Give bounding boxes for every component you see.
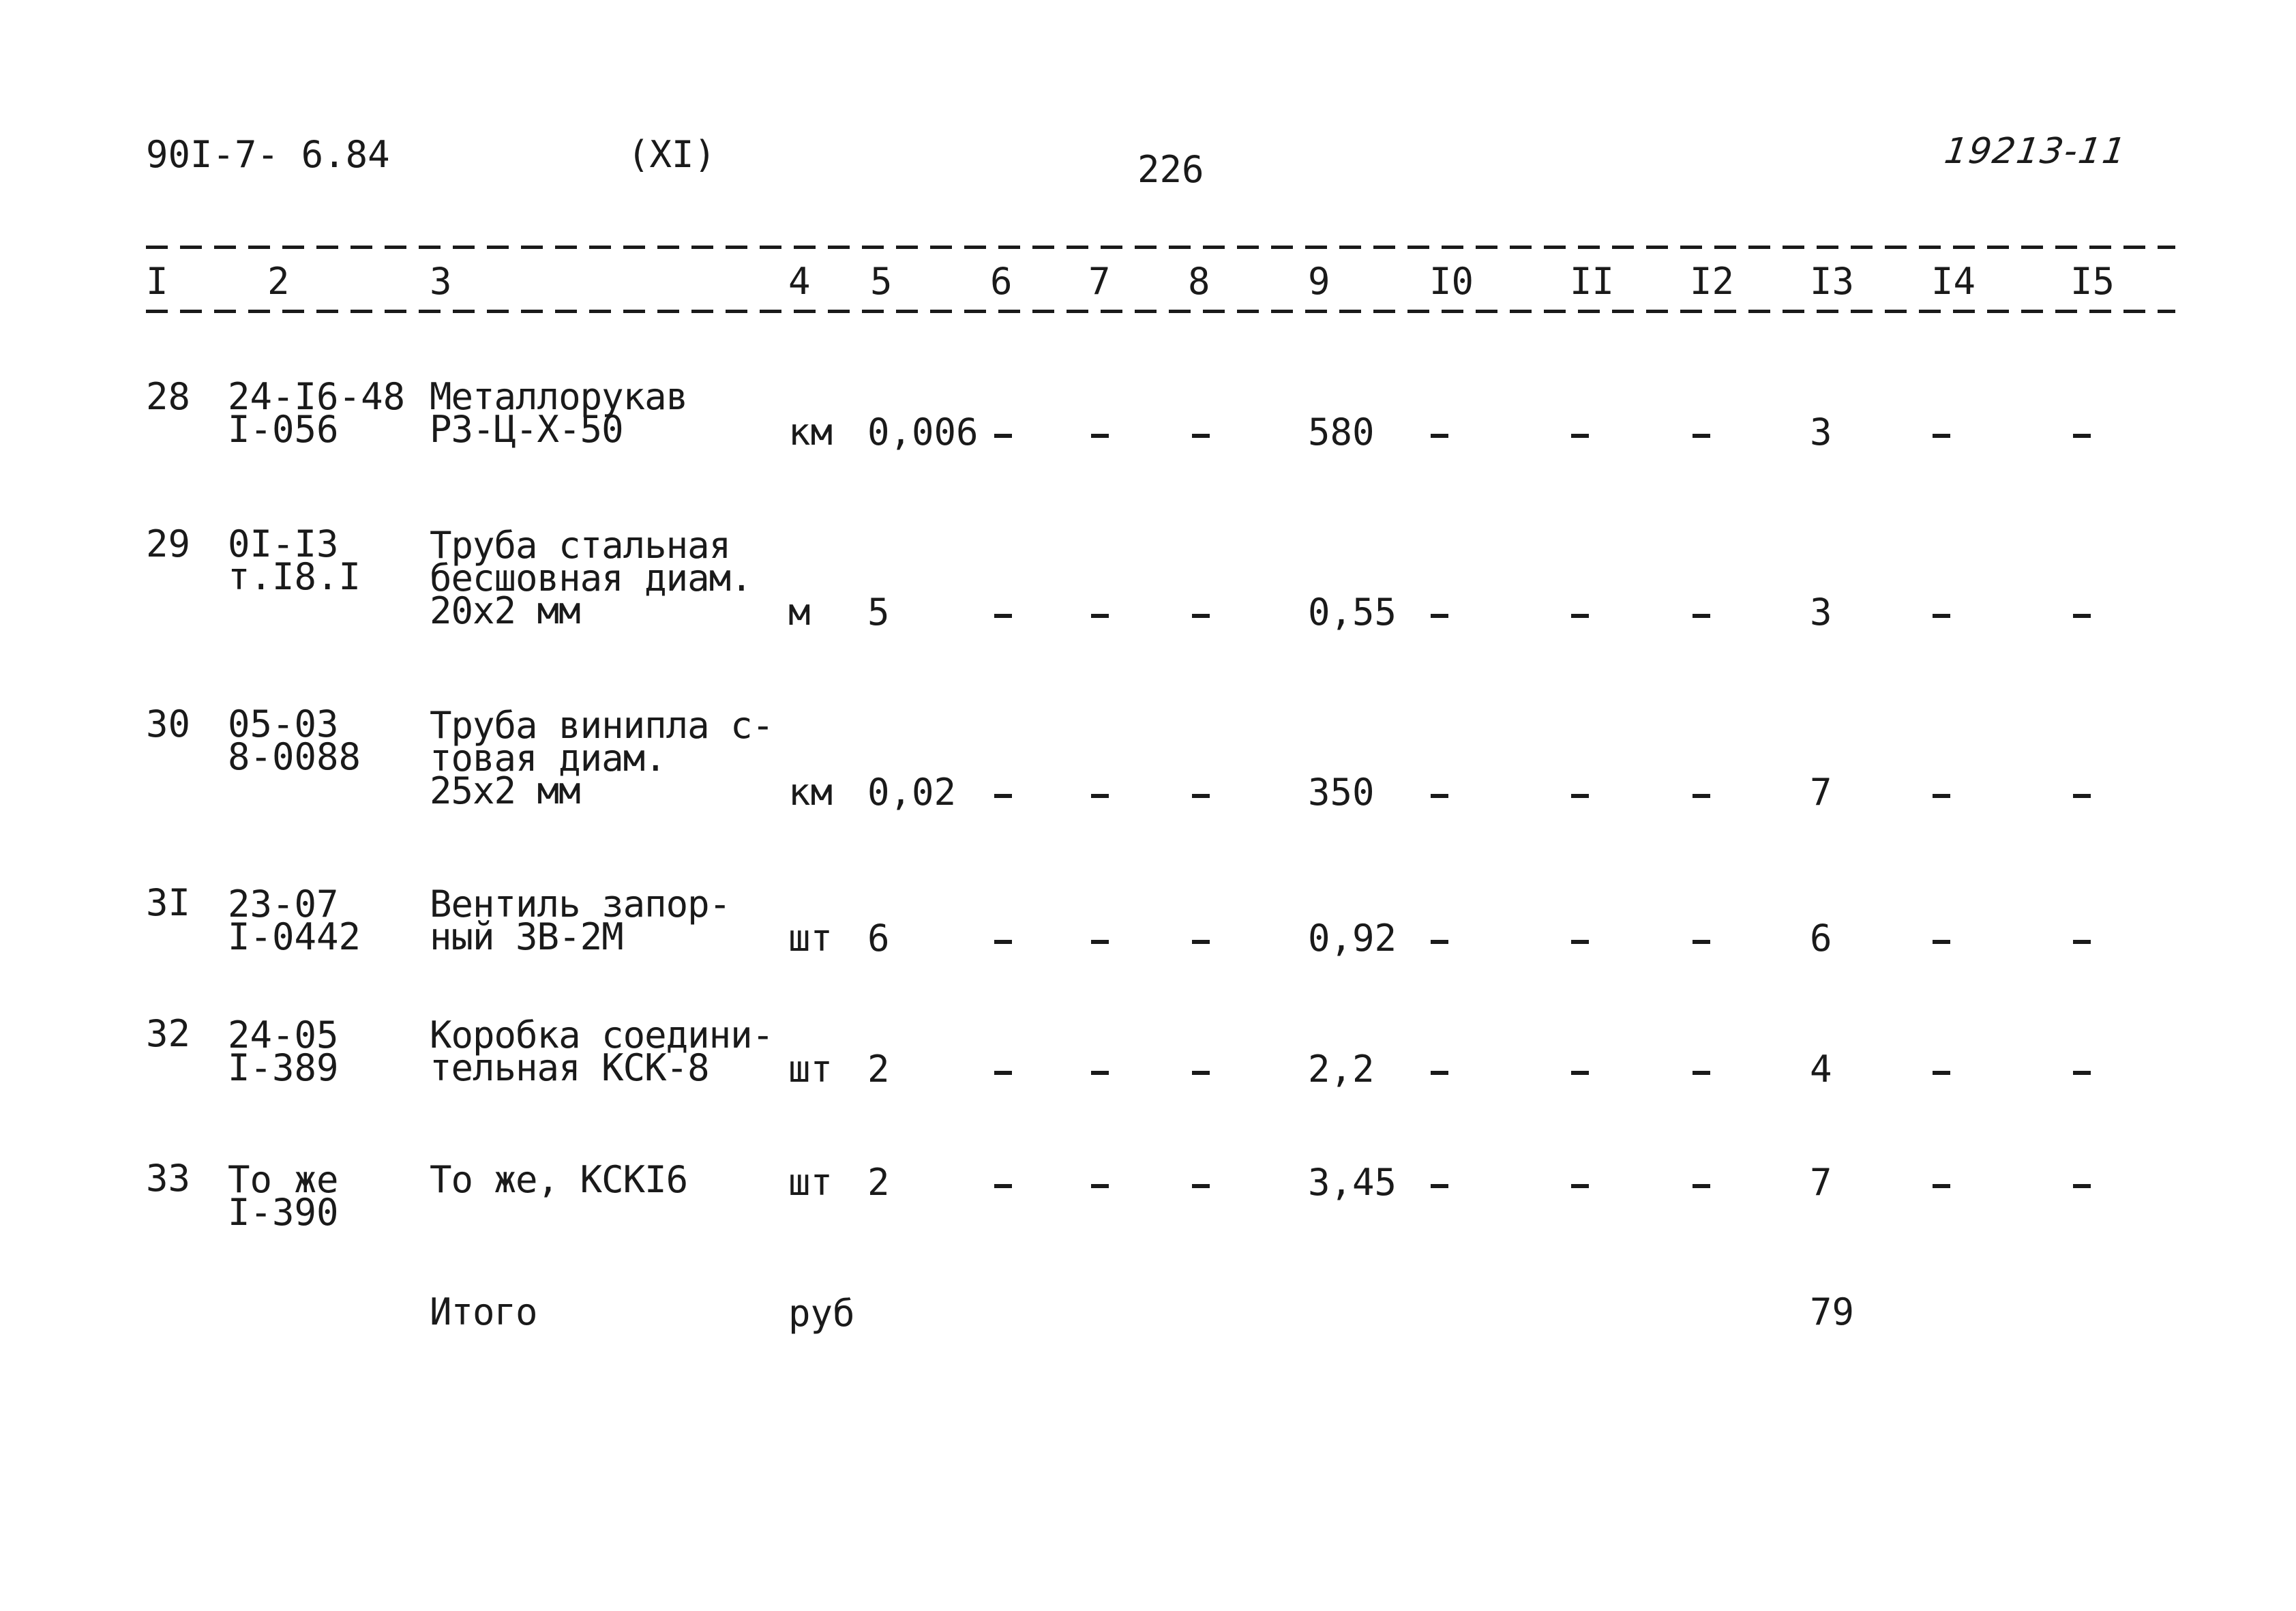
empty-cell-dash bbox=[994, 614, 1012, 618]
inventory-number: 19213-11 bbox=[1941, 131, 2130, 172]
empty-cell-dash bbox=[1192, 1071, 1210, 1075]
empty-cell-dash bbox=[2073, 1184, 2091, 1188]
empty-cell-dash bbox=[1192, 614, 1210, 618]
price-code-line: т.I8.I bbox=[228, 555, 361, 598]
total-label: Итого bbox=[430, 1290, 537, 1333]
unit-price: 580 bbox=[1308, 411, 1375, 454]
item-name-line: 25х2 мм bbox=[430, 769, 580, 812]
empty-cell-dash bbox=[1933, 434, 1950, 438]
price-code-line: I-056 bbox=[228, 408, 339, 451]
empty-cell-dash bbox=[1933, 794, 1950, 798]
item-name-line: бесшовная диам. bbox=[430, 557, 752, 600]
row-number: 28 bbox=[146, 375, 191, 418]
unit: км bbox=[788, 411, 833, 454]
item-name-line: ный ЗВ-2М bbox=[430, 915, 623, 958]
price-code-line: I-0442 bbox=[228, 915, 361, 958]
unit-price: 0,55 bbox=[1308, 591, 1397, 634]
unit-price: 0,92 bbox=[1308, 917, 1397, 960]
column-number-7: 7 bbox=[1088, 260, 1111, 303]
cost-value: 3 bbox=[1810, 591, 1832, 634]
total-unit: руб bbox=[788, 1292, 855, 1335]
empty-cell-dash bbox=[1091, 794, 1109, 798]
empty-cell-dash bbox=[2073, 614, 2091, 618]
quantity: 0,02 bbox=[867, 771, 957, 814]
row-number: 3I bbox=[146, 881, 191, 924]
empty-cell-dash bbox=[1933, 940, 1950, 944]
empty-cell-dash bbox=[1693, 940, 1710, 944]
item-name-line: товая диам. bbox=[430, 737, 666, 780]
empty-cell-dash bbox=[1091, 614, 1109, 618]
page-number: 226 bbox=[1137, 148, 1204, 191]
empty-cell-dash bbox=[1693, 1184, 1710, 1188]
section-label: (XI) bbox=[627, 133, 717, 176]
empty-cell-dash bbox=[994, 434, 1012, 438]
quantity: 6 bbox=[867, 917, 890, 960]
item-name-line: Коробка соедини- bbox=[430, 1014, 774, 1056]
empty-cell-dash bbox=[2073, 434, 2091, 438]
item-name-line: Труба винипла с- bbox=[430, 704, 774, 747]
empty-cell-dash bbox=[1192, 1184, 1210, 1188]
empty-cell-dash bbox=[1693, 1071, 1710, 1075]
column-number-6: 6 bbox=[990, 260, 1013, 303]
unit: км bbox=[788, 771, 833, 814]
empty-cell-dash bbox=[1693, 614, 1710, 618]
column-number-9: 9 bbox=[1308, 260, 1330, 303]
column-number-15: I5 bbox=[2070, 260, 2115, 303]
total-value: 79 bbox=[1810, 1290, 1855, 1333]
cost-value: 7 bbox=[1810, 771, 1832, 814]
empty-cell-dash bbox=[1192, 794, 1210, 798]
empty-cell-dash bbox=[1693, 434, 1710, 438]
column-number-8: 8 bbox=[1188, 260, 1210, 303]
empty-cell-dash bbox=[1933, 1184, 1950, 1188]
cost-value: 6 bbox=[1810, 917, 1832, 960]
empty-cell-dash bbox=[994, 794, 1012, 798]
empty-cell-dash bbox=[2073, 794, 2091, 798]
column-number-14: I4 bbox=[1931, 260, 1976, 303]
item-name-line: То же, КСКI6 bbox=[430, 1158, 688, 1201]
empty-cell-dash bbox=[994, 1071, 1012, 1075]
empty-cell-dash bbox=[2073, 1071, 2091, 1075]
empty-cell-dash bbox=[1571, 434, 1589, 438]
column-number-4: 4 bbox=[788, 260, 811, 303]
empty-cell-dash bbox=[1431, 434, 1448, 438]
price-code-line: 8-0088 bbox=[228, 735, 361, 778]
unit: м bbox=[788, 591, 811, 634]
column-number-11: II bbox=[1570, 260, 1615, 303]
empty-cell-dash bbox=[1571, 794, 1589, 798]
price-code-line: То же bbox=[228, 1158, 339, 1201]
unit: шт bbox=[788, 1161, 833, 1204]
price-code-line: 23-07 bbox=[228, 883, 339, 926]
empty-cell-dash bbox=[1431, 614, 1448, 618]
empty-cell-dash bbox=[1091, 940, 1109, 944]
empty-cell-dash bbox=[1192, 434, 1210, 438]
empty-cell-dash bbox=[1571, 614, 1589, 618]
quantity: 2 bbox=[867, 1048, 890, 1091]
unit-price: 350 bbox=[1308, 771, 1375, 814]
empty-cell-dash bbox=[1693, 794, 1710, 798]
empty-cell-dash bbox=[1571, 1184, 1589, 1188]
empty-cell-dash bbox=[1431, 1184, 1448, 1188]
empty-cell-dash bbox=[1431, 1071, 1448, 1075]
item-name-line: Труба стальная bbox=[430, 524, 731, 567]
quantity: 2 bbox=[867, 1161, 890, 1204]
empty-cell-dash bbox=[1933, 614, 1950, 618]
header-dashed-rule-bottom bbox=[146, 310, 2175, 313]
price-code-line: 24-I6-48 bbox=[228, 375, 406, 418]
unit: шт bbox=[788, 917, 833, 960]
empty-cell-dash bbox=[994, 1184, 1012, 1188]
item-name-line: 20х2 мм bbox=[430, 589, 580, 632]
quantity: 0,006 bbox=[867, 411, 979, 454]
empty-cell-dash bbox=[1571, 940, 1589, 944]
unit: шт bbox=[788, 1048, 833, 1091]
empty-cell-dash bbox=[1431, 940, 1448, 944]
row-number: 29 bbox=[146, 522, 191, 565]
column-number-3: 3 bbox=[430, 260, 452, 303]
price-code-line: 24-05 bbox=[228, 1014, 339, 1056]
empty-cell-dash bbox=[1571, 1071, 1589, 1075]
quantity: 5 bbox=[867, 591, 890, 634]
document-code: 90I-7- 6.84 bbox=[146, 133, 390, 176]
empty-cell-dash bbox=[994, 940, 1012, 944]
column-number-10: I0 bbox=[1429, 260, 1474, 303]
cost-value: 7 bbox=[1810, 1161, 1832, 1204]
empty-cell-dash bbox=[1431, 794, 1448, 798]
unit-price: 3,45 bbox=[1308, 1161, 1397, 1204]
price-code-line: I-390 bbox=[228, 1191, 339, 1234]
header-dashed-rule-top bbox=[146, 246, 2175, 249]
column-number-5: 5 bbox=[870, 260, 893, 303]
unit-price: 2,2 bbox=[1308, 1048, 1375, 1091]
cost-value: 3 bbox=[1810, 411, 1832, 454]
empty-cell-dash bbox=[1933, 1071, 1950, 1075]
row-number: 33 bbox=[146, 1157, 191, 1200]
column-number-2: 2 bbox=[267, 260, 290, 303]
column-number-13: I3 bbox=[1810, 260, 1855, 303]
empty-cell-dash bbox=[2073, 940, 2091, 944]
column-number-1: I bbox=[146, 260, 168, 303]
price-code-line: 05-03 bbox=[228, 703, 339, 745]
empty-cell-dash bbox=[1091, 1071, 1109, 1075]
column-number-12: I2 bbox=[1690, 260, 1735, 303]
row-number: 30 bbox=[146, 703, 191, 745]
price-code-line: I-389 bbox=[228, 1046, 339, 1089]
empty-cell-dash bbox=[1091, 434, 1109, 438]
empty-cell-dash bbox=[1192, 940, 1210, 944]
price-code-line: 0I-I3 bbox=[228, 522, 339, 565]
row-number: 32 bbox=[146, 1012, 191, 1055]
item-name-line: тельная КСК-8 bbox=[430, 1046, 709, 1089]
item-name-line: РЗ-Ц-Х-50 bbox=[430, 408, 623, 451]
cost-value: 4 bbox=[1810, 1048, 1832, 1091]
item-name-line: Металлорукав bbox=[430, 375, 688, 418]
empty-cell-dash bbox=[1091, 1184, 1109, 1188]
item-name-line: Вентиль запор- bbox=[430, 883, 731, 926]
